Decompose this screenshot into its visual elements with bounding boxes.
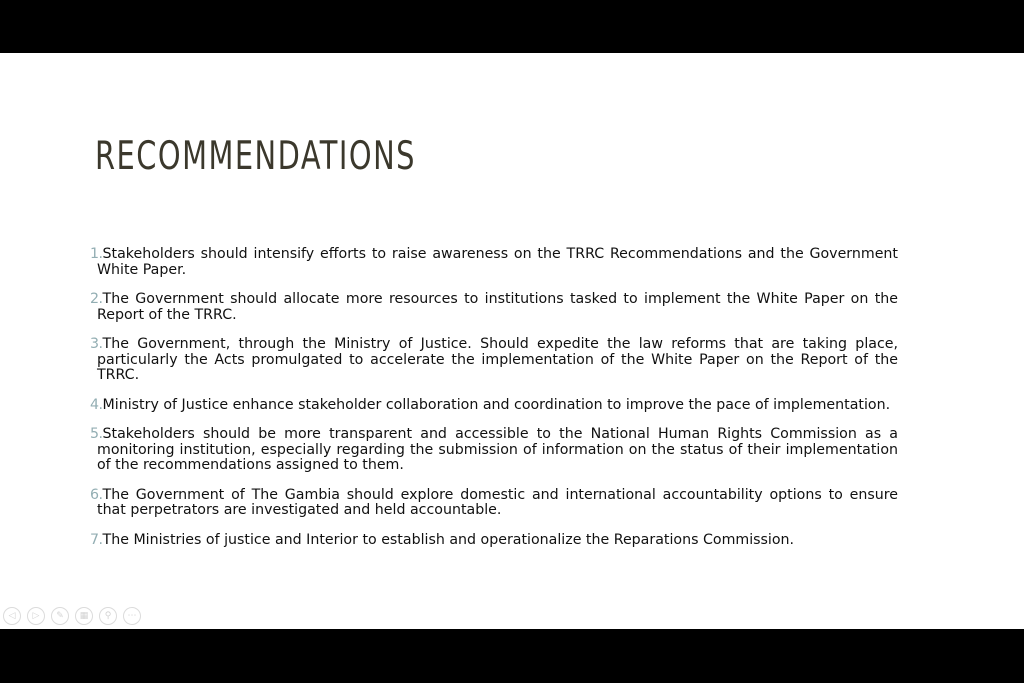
slides-grid-icon: ▦ [79,610,89,621]
recommendation-number: 6. [90,486,103,503]
recommendation-item [90,336,898,384]
recommendation-number: 4. [90,396,103,413]
letterbox-top [0,0,1024,53]
recommendation-text: The Government of The Gambia should explore domestic and international accountability options to ensure that perpetrators are investigated and held accountable. [97,486,898,518]
recommendation-number: 2. [90,291,103,307]
recommendation-text: The Ministries of justice and Interior to establish and operationalize the Reparations Commission. [102,531,795,548]
recommendation-item [90,291,898,323]
recommendation-number: 5. [90,426,103,442]
recommendation-number: 7. [90,531,103,548]
presentation-slide [0,53,1024,629]
recommendation-item [90,426,898,474]
arrow-left-icon: ◁ [8,610,16,621]
see-all-slides-button[interactable] [75,607,93,625]
pen-icon: ✎ [56,610,64,621]
recommendation-number: 1. [90,246,103,262]
recommendation-item [90,396,898,414]
next-slide-button[interactable] [27,607,45,625]
more-icon: ⋯ [127,610,137,621]
recommendation-item [90,246,898,278]
recommendation-text: The Government, through the Ministry of Justice. Should expedite the law reforms that are taking place, particularly the Acts promulgated to accelerate the implementation of the White Paper on the Report of the TRRC. [97,336,898,383]
recommendations-list [90,246,898,562]
recommendation-number: 3. [90,336,103,352]
recommendation-text: Ministry of Justice enhance stakeholder collaboration and coordination to improve the pace of implementation. [102,396,891,413]
pen-tool-button[interactable] [51,607,69,625]
previous-slide-button[interactable] [3,607,21,625]
magnifier-icon: ⚲ [104,610,112,621]
recommendation-item [90,531,898,549]
arrow-right-icon: ▷ [32,610,40,621]
more-options-button[interactable] [123,607,141,625]
recommendation-item [90,486,898,519]
recommendation-text: Stakeholders should be more transparent and accessible to the National Human Rights Commission as a monitoring institution, especially regarding the submission of information on the status of their implementation of the recommendations assigned to them. [97,426,898,473]
slide-title: RECOMMENDATIONS [95,134,416,179]
slideshow-toolbar [3,607,141,625]
zoom-button[interactable] [99,607,117,625]
recommendation-text: Stakeholders should intensify efforts to raise awareness on the TRRC Recommendations and the Government White Paper. [97,246,898,278]
letterbox-bottom [0,629,1024,683]
recommendation-text: The Government should allocate more resources to institutions tasked to implement the White Paper on the Report of the TRRC. [97,291,898,323]
